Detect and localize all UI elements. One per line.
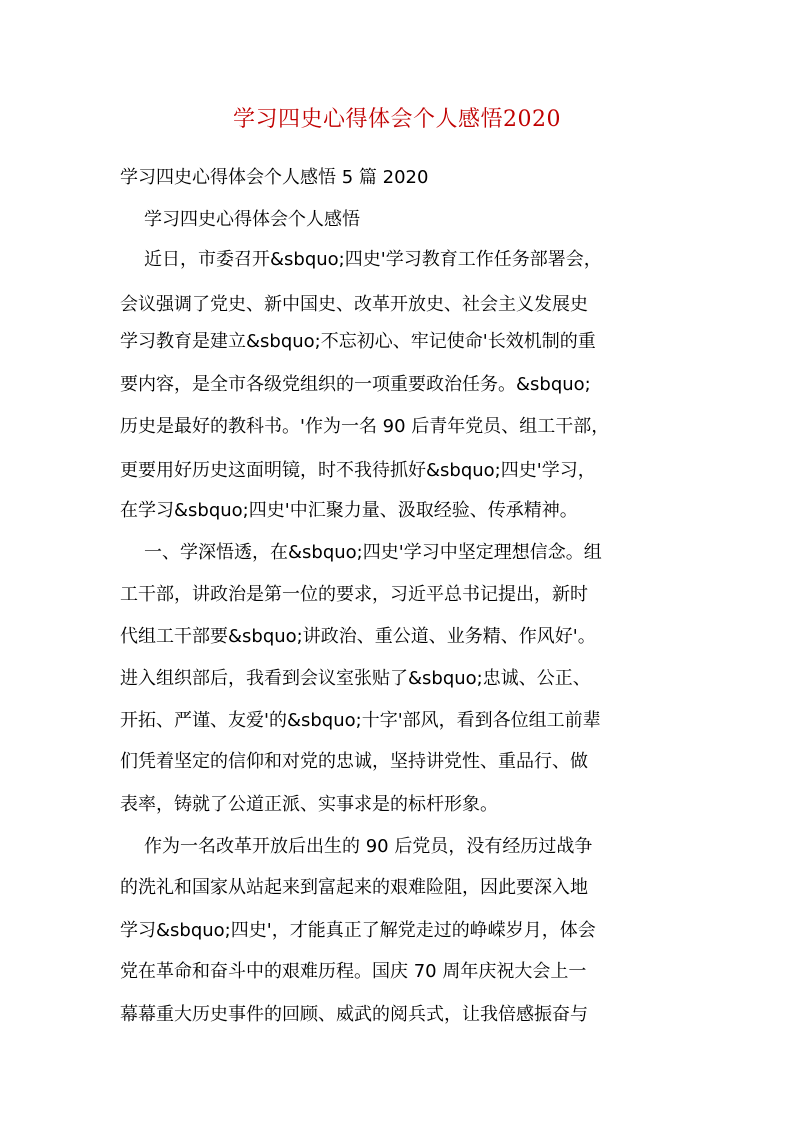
paragraph-line: 要内容，是全市各级党组织的一项重要政治任务。&sbquo; [120, 374, 591, 395]
paragraph-line: 开拓、严谨、友爱'的&sbquo;十字'部风，看到各位组工前辈 [120, 710, 601, 731]
paragraph-line: 历史是最好的教科书。'作为一名 90 后青年党员、组工干部， [120, 416, 610, 437]
paragraph-line: 党在革命和奋斗中的艰难历程。国庆 70 周年庆祝大会上一 [120, 961, 587, 982]
paragraph-line: 代组工干部要&sbquo;讲政治、重公道、业务精、作风好'。 [120, 626, 596, 647]
paragraph-line: 学习教育是建立&sbquo;不忘初心、牢记使命'长效机制的重 [120, 331, 596, 352]
paragraph-line: 工干部，讲政治是第一位的要求，习近平总书记提出，新时 [120, 584, 588, 605]
paragraph-line: 会议强调了党史、新中国史、改革开放史、社会主义发展史 [120, 294, 588, 315]
paragraph-line: 近日，市委召开&sbquo;四史'学习教育工作任务部署会， [144, 249, 602, 270]
paragraph-line: 的洗礼和国家从站起来到富起来的艰难险阻，因此要深入地 [120, 877, 588, 898]
paragraph-line: 更要用好历史这面明镜，时不我待抓好&sbquo;四史'学习， [120, 460, 596, 481]
paragraph-line: 进入组织部后，我看到会议室张贴了&sbquo;忠诚、公正、 [120, 668, 591, 689]
paragraph-line: 幕幕重大历史事件的回顾、威武的阅兵式，让我倍感振奋与 [120, 1004, 588, 1025]
document-title: 学习四史心得体会个人感悟2020 [233, 107, 561, 132]
paragraph-line: 学习&sbquo;四史'，才能真正了解党走过的峥嵘岁月，体会 [120, 920, 596, 941]
paragraph-line: 在学习&sbquo;四史'中汇聚力量、汲取经验、传承精神。 [120, 500, 578, 521]
paragraph-line: 表率，铸就了公道正派、实事求是的标杆形象。 [120, 794, 498, 815]
paragraph-line: 们凭着坚定的信仰和对党的忠诚，坚持讲党性、重品行、做 [120, 751, 588, 772]
document-subtitle: 学习四史心得体会个人感悟 5 篇 2020 [120, 167, 429, 188]
paragraph-line: 作为一名改革开放后出生的 90 后党员，没有经历过战争 [144, 836, 593, 857]
section-heading: 学习四史心得体会个人感悟 [144, 209, 360, 230]
paragraph-line: 一、学深悟透，在&sbquo;四史'学习中坚定理想信念。组 [144, 542, 602, 563]
